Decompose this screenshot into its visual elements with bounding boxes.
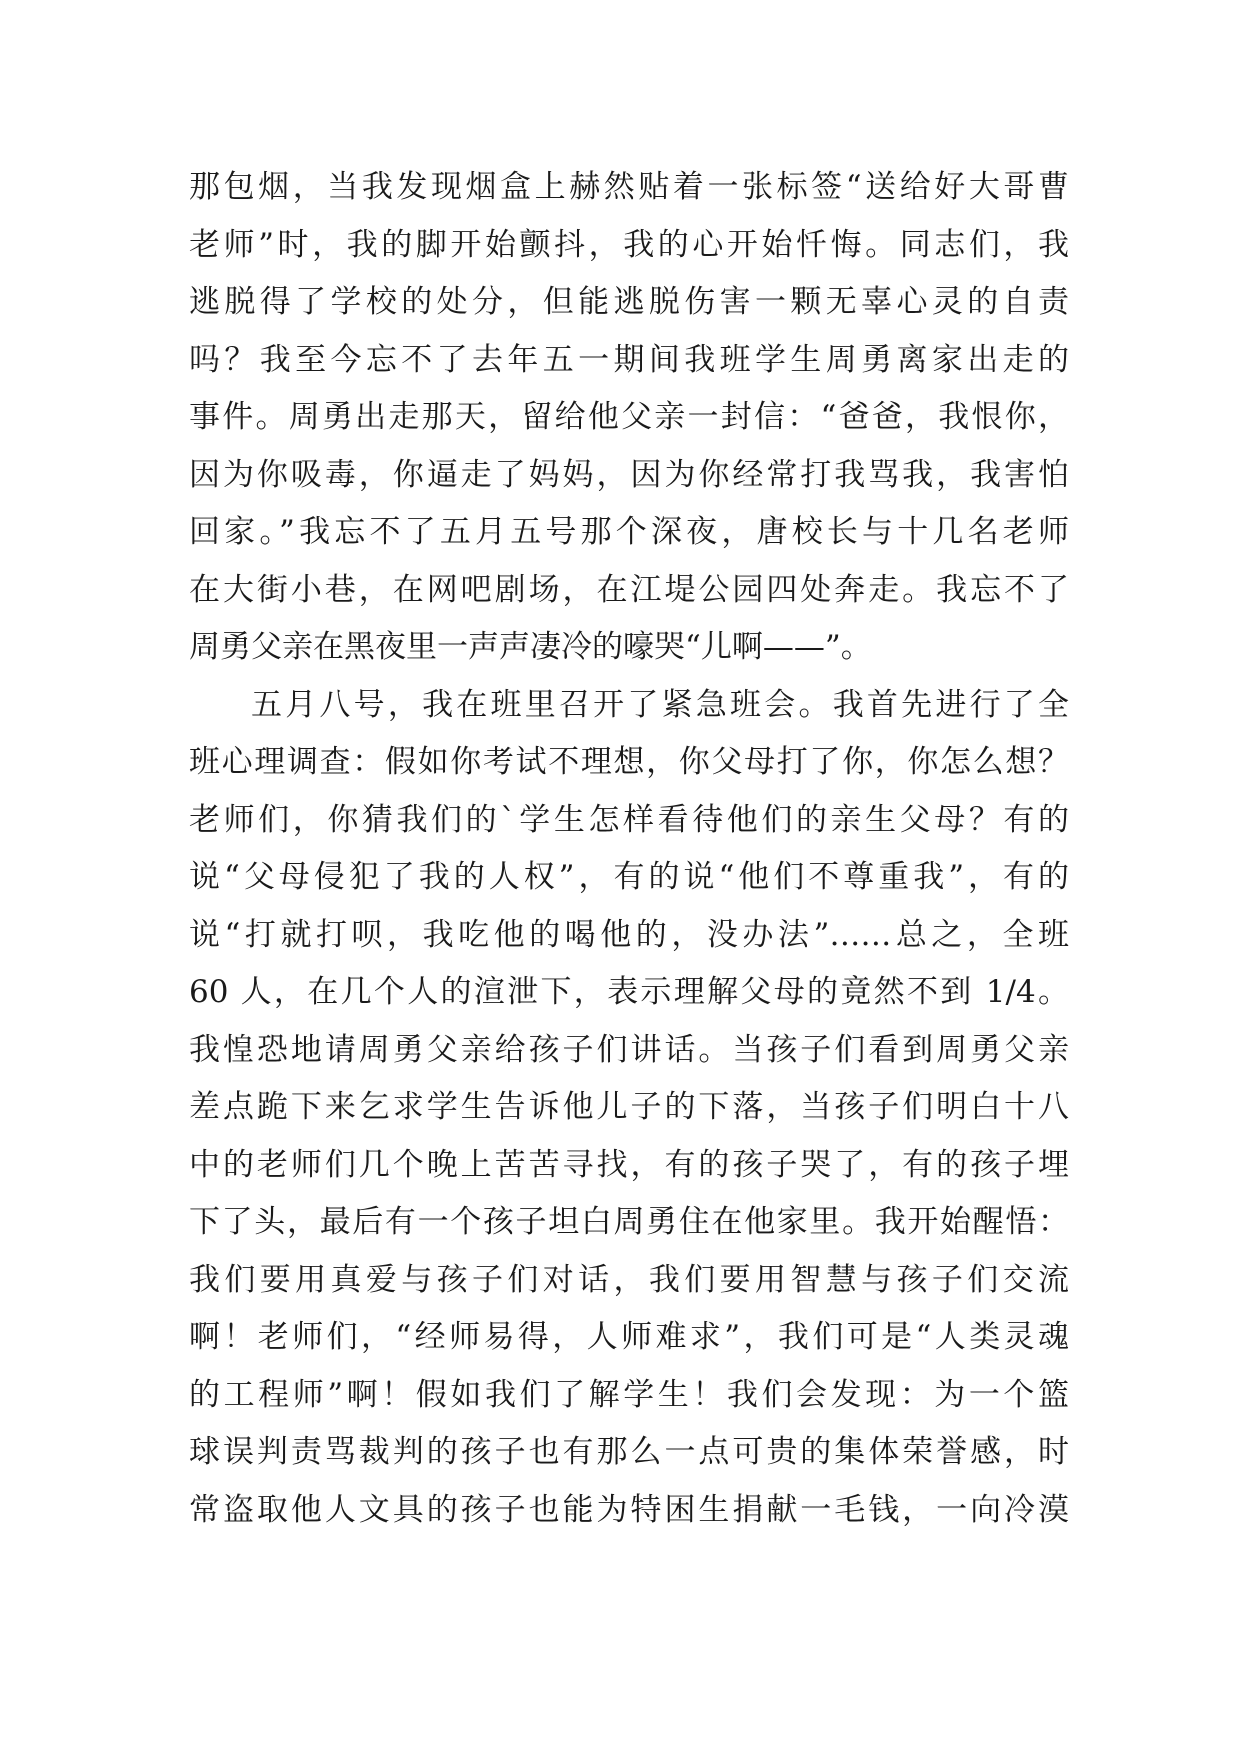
paragraph-2	[189, 677, 1069, 1540]
text-line: 的工程师”啊！假如我们了解学生！我们会发现：为一个篮	[189, 1376, 1069, 1413]
body-text	[189, 159, 1069, 1539]
text-line: 逃脱得了学校的处分，但能逃脱伤害一颗无辜心灵的自责	[189, 284, 1069, 320]
text-line: 老师们，你猜我们的`学生怎样看待他们的亲生父母？有的	[189, 801, 1069, 838]
text-line: 事件。周勇出走那天，留给他父亲一封信：“爸爸，我恨你，	[189, 399, 1069, 435]
text-line: 60 人，在几个人的渲泄下，表示理解父母的竟然不到 1/4。	[189, 974, 1069, 1010]
paragraph-1	[189, 159, 1069, 677]
text-line: 说“打就打呗，我吃他的喝他的，没办法”……总之，全班	[189, 916, 1069, 953]
text-line: 回家。”我忘不了五月五号那个深夜，唐校长与十几名老师	[189, 514, 1069, 550]
text-line: 球误判责骂裁判的孩子也有那么一点可贵的集体荣誉感，时	[189, 1434, 1069, 1470]
text-line: 啊！老师们，“经师易得，人师难求”，我们可是“人类灵魂	[189, 1319, 1069, 1355]
text-line: 中的老师们几个晚上苦苦寻找，有的孩子哭了，有的孩子埋	[189, 1146, 1069, 1183]
text-line: 我们要用真爱与孩子们对话，我们要用智慧与孩子们交流	[189, 1261, 1069, 1298]
text-line: 下了头，最后有一个孩子坦白周勇住在他家里。我开始醒悟：	[189, 1204, 1069, 1240]
text-line: 常盗取他人文具的孩子也能为特困生捐献一毛钱，一向冷漠	[189, 1491, 1069, 1528]
text-line: 五月八号，我在班里召开了紧急班会。我首先进行了全	[251, 686, 1069, 723]
text-line: 老师”时，我的脚开始颤抖，我的心开始忏悔。同志们，我	[189, 226, 1069, 263]
text-line: 因为你吸毒，你逼走了妈妈，因为你经常打我骂我，我害怕	[189, 456, 1069, 493]
text-line: 那包烟，当我发现烟盒上赫然贴着一张标签“送给好大哥曹	[189, 169, 1069, 205]
text-line: 班心理调查：假如你考试不理想，你父母打了你，你怎么想？	[189, 744, 1069, 780]
text-line: 吗？我至今忘不了去年五一期间我班学生周勇离家出走的	[189, 341, 1069, 378]
text-line: 周勇父亲在黑夜里一声声凄冷的嚎哭“儿啊——”。	[189, 629, 872, 665]
text-line: 我惶恐地请周勇父亲给孩子们讲话。当孩子们看到周勇父亲	[189, 1031, 1069, 1068]
text-line: 差点跪下来乞求学生告诉他儿子的下落，当孩子们明白十八	[189, 1089, 1069, 1125]
text-line: 在大街小巷，在网吧剧场，在江堤公园四处奔走。我忘不了	[189, 571, 1069, 608]
text-line: 说“父母侵犯了我的人权”，有的说“他们不尊重我”，有的	[189, 859, 1069, 895]
